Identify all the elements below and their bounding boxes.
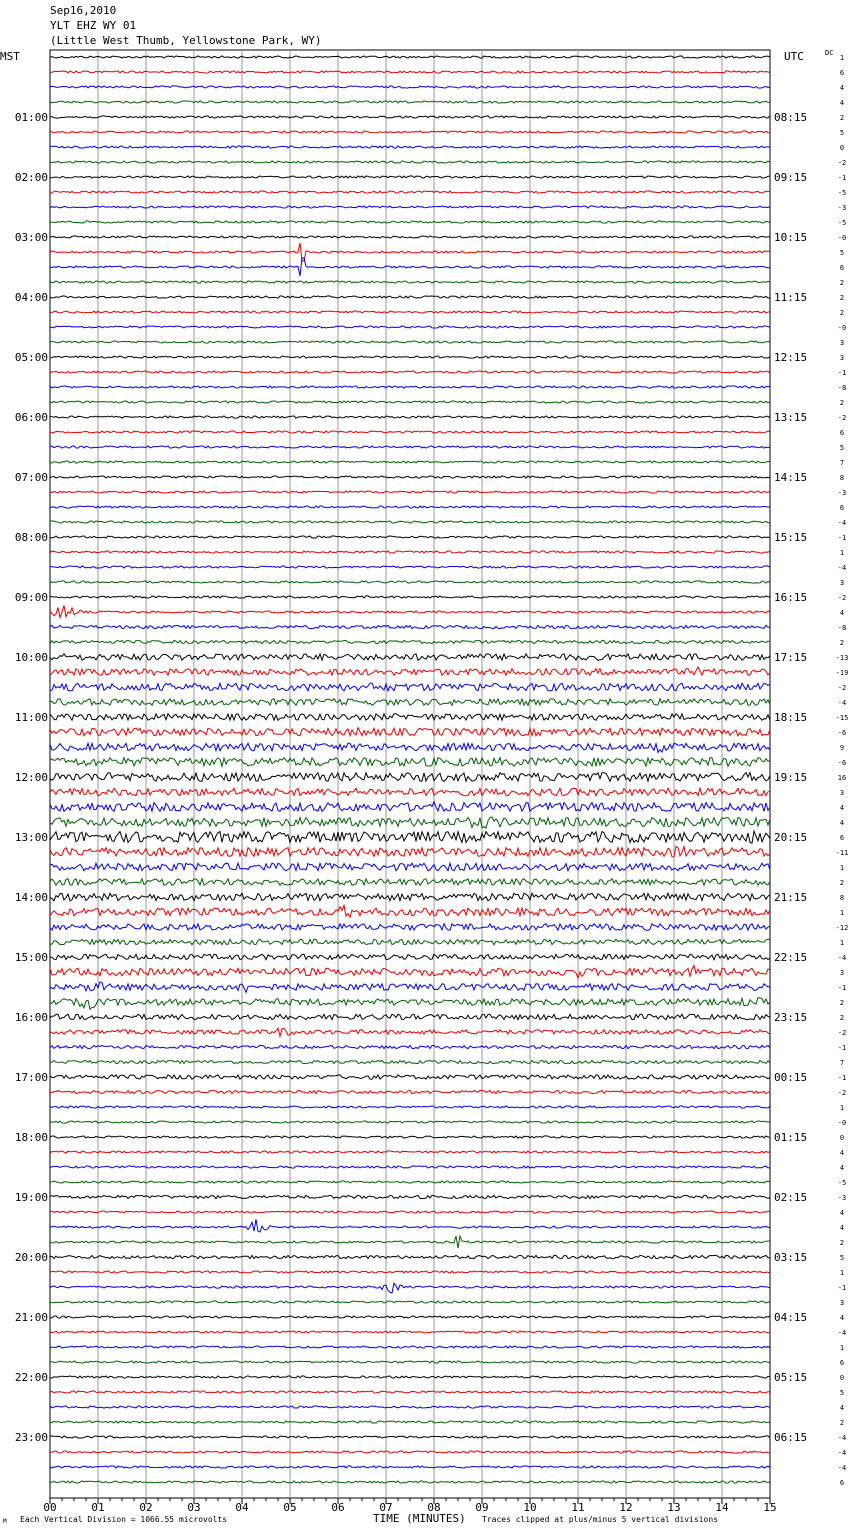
trace-line-44 [50,714,770,721]
dc-offset-value: -4 [837,564,847,572]
utc-hour-label: 01:15 [774,1131,808,1144]
mst-hour-label: 20:00 [14,1251,48,1264]
trace-line-43 [50,699,770,706]
dc-offset-value: -3 [837,489,847,497]
trace-line-75 [50,1181,770,1183]
trace-line-16 [50,296,770,298]
trace-line-9 [50,191,770,193]
dc-offset-value: 7 [839,1059,845,1067]
trace-line-37 [50,605,770,617]
mst-hour-label: 08:00 [14,531,48,544]
dc-offset-value: -3 [837,1194,847,1202]
trace-line-24 [50,416,770,418]
trace-line-45 [50,728,770,736]
dc-offset-value: 2 [839,279,845,287]
mst-hour-label: 01:00 [14,111,48,124]
dc-offset-value: 1 [839,939,845,947]
dc-offset-value: 1 [839,909,845,917]
x-tick-label: 10 [523,1501,537,1514]
mst-hour-label: 02:00 [14,171,48,184]
mst-hour-label: 12:00 [14,771,48,784]
utc-hour-label: 06:15 [774,1431,808,1444]
dc-offset-value: 6 [839,69,845,77]
trace-line-27 [50,461,770,463]
footer-clip-note: Traces clipped at plus/minus 5 vertical divisions [482,1515,719,1524]
trace-line-55 [50,879,770,886]
x-tick-label: 14 [715,1501,729,1514]
trace-line-65 [50,1028,770,1036]
dc-offset-value: -2 [837,594,847,602]
x-axis-title: TIME (MINUTES) [373,1512,466,1525]
trace-line-8 [50,176,770,178]
dc-offset-value: -1 [837,1074,847,1082]
trace-line-5 [50,131,770,133]
utc-hour-label: 20:15 [774,831,808,844]
dc-offset-value: -1 [837,534,847,542]
dc-offset-value: 5 [839,444,845,452]
trace-line-46 [50,743,770,752]
trace-line-72 [50,1136,770,1138]
dc-offset-value: 4 [839,804,845,812]
trace-line-19 [50,341,770,343]
utc-hour-label: 13:15 [774,411,808,424]
mst-hour-label: 16:00 [14,1011,48,1024]
x-tick-label: 13 [667,1501,681,1514]
trace-line-13 [50,243,770,261]
trace-line-32 [50,536,770,538]
x-tick-label: 07 [379,1501,393,1514]
utc-hour-label: 08:15 [774,111,808,124]
x-tick-label: 01 [91,1501,105,1514]
trace-line-90 [50,1406,770,1408]
dc-offset-value: 9 [839,744,845,752]
trace-line-17 [50,311,770,313]
dc-offset-value: 1 [839,1269,845,1277]
trace-line-14 [50,258,770,276]
trace-line-63 [50,998,770,1010]
trace-line-31 [50,521,770,523]
trace-line-26 [50,446,770,448]
dc-offset-value: -13 [835,654,849,662]
dc-offset-value: 4 [839,1314,845,1322]
dc-offset-value: 0 [839,1134,845,1142]
utc-hour-label: 23:15 [774,1011,808,1024]
utc-hour-label: 22:15 [774,951,808,964]
trace-line-41 [50,667,770,675]
dc-offset-value: -1 [837,369,847,377]
chart-date: Sep16,2010 [50,4,117,17]
trace-line-3 [50,101,770,103]
dc-offset-value: -12 [835,924,849,932]
dc-offset-value: -8 [837,384,847,392]
dc-offset-value: -5 [837,1179,847,1187]
dc-offset-value: 2 [839,114,845,122]
dc-offset-value: 4 [839,1224,845,1232]
dc-offset-value: -3 [837,204,847,212]
dc-offset-value: 4 [839,819,845,827]
mst-hour-label: 05:00 [14,351,48,364]
trace-line-4 [50,116,770,118]
trace-line-7 [50,161,770,163]
dc-offset-value: 6 [839,1359,845,1367]
trace-line-6 [50,146,770,148]
trace-line-47 [50,758,770,767]
trace-line-2 [50,86,770,88]
trace-line-49 [50,788,770,796]
trace-line-71 [50,1121,770,1123]
utc-hour-label: 02:15 [774,1191,808,1204]
trace-line-69 [50,1090,770,1093]
trace-line-95 [50,1481,770,1483]
dc-offset-value: 2 [839,639,845,647]
dc-offset-value: -19 [835,669,849,677]
dc-offset-value: 2 [839,399,845,407]
trace-line-89 [50,1391,770,1393]
dc-offset-value: -2 [837,684,847,692]
trace-line-82 [50,1283,770,1293]
dc-offset-value: 4 [839,99,845,107]
utc-hour-label: 00:15 [774,1071,808,1084]
trace-line-91 [50,1421,770,1423]
dc-offset-value: -4 [837,1434,847,1442]
dc-offset-value: -2 [837,159,847,167]
trace-line-85 [50,1331,770,1333]
dc-offset-value: -4 [837,1329,847,1337]
trace-line-36 [50,596,770,598]
utc-hour-label: 12:15 [774,351,808,364]
mst-hour-label: 18:00 [14,1131,48,1144]
trace-line-57 [50,905,770,917]
dc-offset-value: 2 [839,1419,845,1427]
utc-hour-label: 17:15 [774,651,808,664]
trace-line-80 [50,1255,770,1258]
utc-hour-label: 11:15 [774,291,808,304]
trace-line-59 [50,939,770,944]
mst-hour-label: 03:00 [14,231,48,244]
dc-offset-value: -2 [837,1089,847,1097]
dc-offset-value: -8 [837,624,847,632]
dc-offset-value: 5 [839,249,845,257]
trace-line-88 [50,1376,770,1378]
mst-hour-label: 10:00 [14,651,48,664]
trace-line-23 [50,401,770,403]
dc-offset-value: 8 [839,474,845,482]
trace-line-61 [50,965,770,978]
trace-line-51 [50,817,770,828]
dc-offset-value: -5 [837,189,847,197]
trace-line-28 [50,476,770,478]
dc-offset-value: -4 [837,954,847,962]
trace-line-78 [50,1219,770,1232]
trace-line-39 [50,640,770,643]
mst-hour-label: 09:00 [14,591,48,604]
dc-offset-value: 7 [839,459,845,467]
dc-offset-value: 8 [839,894,845,902]
x-tick-label: 05 [283,1501,297,1514]
trace-line-42 [50,683,770,691]
dc-offset-value: -11 [835,849,849,857]
utc-hour-label: 19:15 [774,771,808,784]
trace-line-11 [50,221,770,223]
utc-hour-label: 10:15 [774,231,808,244]
trace-line-84 [50,1316,770,1318]
dc-offset-value: 2 [839,1239,845,1247]
dc-offset-value: 1 [839,54,845,62]
dc-offset-value: 5 [839,129,845,137]
left-timezone-label: MST [0,50,20,63]
station-code: YLT EHZ WY 01 [50,19,137,32]
trace-line-35 [50,581,770,583]
dc-offset-value: 16 [837,774,847,782]
x-tick-label: 09 [475,1501,489,1514]
trace-line-20 [50,356,770,358]
utc-hour-label: 15:15 [774,531,808,544]
dc-offset-value: 4 [839,84,845,92]
trace-line-53 [50,846,770,857]
trace-line-12 [50,236,770,238]
dc-offset-value: 2 [839,1014,845,1022]
dc-offset-value: -0 [837,324,847,332]
dc-offset-value: -1 [837,984,847,992]
trace-line-22 [50,386,770,388]
mst-hour-label: 17:00 [14,1071,48,1084]
dc-offset-value: 3 [839,354,845,362]
trace-line-52 [50,831,770,843]
trace-line-73 [50,1151,770,1153]
x-tick-label: 11 [571,1501,585,1514]
dc-offset-value: 3 [839,339,845,347]
dc-offset-value: 5 [839,1389,845,1397]
trace-line-86 [50,1346,770,1348]
dc-offset-value: -1 [837,1044,847,1052]
dc-offset-value: 2 [839,999,845,1007]
footer-scale-note: Each Vertical Division = 1066.55 microvolts [20,1515,228,1524]
utc-hour-label: 03:15 [774,1251,808,1264]
utc-hour-label: 04:15 [774,1311,808,1324]
dc-offset-value: 1 [839,864,845,872]
trace-line-54 [50,863,770,871]
mst-hour-label: 23:00 [14,1431,48,1444]
trace-line-77 [50,1211,770,1213]
dc-offset-value: 4 [839,1209,845,1217]
trace-line-67 [50,1060,770,1063]
x-tick-label: 00 [43,1501,57,1514]
mst-hour-label: 06:00 [14,411,48,424]
trace-line-50 [50,802,770,812]
utc-hour-label: 18:15 [774,711,808,724]
dc-offset-value: 2 [839,294,845,302]
trace-line-0 [50,56,770,58]
trace-line-76 [50,1195,770,1198]
mst-hour-label: 04:00 [14,291,48,304]
trace-line-38 [50,625,770,628]
dc-offset-value: 0 [839,1374,845,1382]
mst-hour-label: 07:00 [14,471,48,484]
x-tick-label: 15 [763,1501,777,1514]
trace-line-64 [50,1014,770,1019]
dc-offset-value: 4 [839,1164,845,1172]
trace-line-79 [50,1236,770,1248]
trace-line-62 [50,982,770,992]
footer-corner-mark: M [3,1518,7,1525]
trace-line-87 [50,1361,770,1363]
trace-line-60 [50,954,770,959]
trace-line-33 [50,551,770,553]
trace-line-30 [50,506,770,508]
trace-line-29 [50,491,770,493]
dc-offset-value: 6 [839,429,845,437]
trace-line-34 [50,566,770,568]
dc-offset-value: 4 [839,609,845,617]
dc-offset-value: -4 [837,1464,847,1472]
dc-offset-value: 4 [839,1149,845,1157]
trace-line-81 [50,1271,770,1273]
dc-offset-value: -1 [837,174,847,182]
dc-offset-value: -0 [837,1119,847,1127]
dc-offset-value: -4 [837,1449,847,1457]
dc-offset-value: 6 [839,264,845,272]
dc-offset-value: -0 [837,234,847,242]
dc-offset-value: -1 [837,1284,847,1292]
dc-offset-value: 3 [839,1299,845,1307]
trace-line-21 [50,371,770,373]
dc-offset-value: -6 [837,729,847,737]
dc-offset-value: 6 [839,834,845,842]
trace-line-15 [50,281,770,283]
dc-offset-value: 6 [839,504,845,512]
mst-hour-label: 22:00 [14,1371,48,1384]
x-tick-label: 02 [139,1501,153,1514]
trace-line-56 [50,893,770,901]
mst-hour-label: 21:00 [14,1311,48,1324]
station-location: (Little West Thumb, Yellowstone Park, WY) [50,34,322,47]
dc-offset-value: 4 [839,1404,845,1412]
mst-hour-label: 14:00 [14,891,48,904]
x-tick-label: 04 [235,1501,249,1514]
x-tick-label: 03 [187,1501,201,1514]
trace-line-66 [50,1045,770,1048]
trace-line-70 [50,1106,770,1108]
trace-line-25 [50,431,770,433]
dc-offset-value: 2 [839,309,845,317]
mst-hour-label: 11:00 [14,711,48,724]
mst-hour-label: 19:00 [14,1191,48,1204]
dc-offset-value: 6 [839,1479,845,1487]
dc-offset-header: DC [825,49,834,57]
trace-line-68 [50,1075,770,1079]
x-tick-label: 12 [619,1501,633,1514]
dc-offset-value: -2 [837,414,847,422]
trace-line-58 [50,924,770,931]
x-tick-label: 06 [331,1501,345,1514]
trace-line-48 [50,773,770,782]
utc-hour-label: 05:15 [774,1371,808,1384]
dc-offset-value: 3 [839,789,845,797]
utc-hour-label: 09:15 [774,171,808,184]
dc-offset-value: -4 [837,519,847,527]
dc-offset-value: 0 [839,144,845,152]
trace-line-1 [50,71,770,73]
trace-line-40 [50,654,770,661]
utc-hour-label: 16:15 [774,591,808,604]
trace-line-92 [50,1436,770,1438]
dc-offset-value: 1 [839,549,845,557]
trace-line-94 [50,1466,770,1468]
dc-offset-value: 1 [839,1344,845,1352]
mst-hour-label: 13:00 [14,831,48,844]
dc-offset-value: 2 [839,879,845,887]
dc-offset-value: -4 [837,699,847,707]
trace-line-74 [50,1166,770,1168]
mst-hour-label: 15:00 [14,951,48,964]
trace-line-10 [50,206,770,208]
trace-line-18 [50,326,770,328]
trace-line-83 [50,1301,770,1303]
x-tick-label: 08 [427,1501,441,1514]
dc-offset-value: -2 [837,1029,847,1037]
dc-offset-value: 3 [839,969,845,977]
utc-hour-label: 21:15 [774,891,808,904]
trace-line-93 [50,1451,770,1453]
right-timezone-label: UTC [784,50,804,63]
utc-hour-label: 14:15 [774,471,808,484]
dc-offset-value: 5 [839,1254,845,1262]
dc-offset-value: -6 [837,759,847,767]
dc-offset-value: 1 [839,1104,845,1112]
dc-offset-value: 3 [839,579,845,587]
dc-offset-value: -5 [837,219,847,227]
dc-offset-value: -15 [835,714,849,722]
